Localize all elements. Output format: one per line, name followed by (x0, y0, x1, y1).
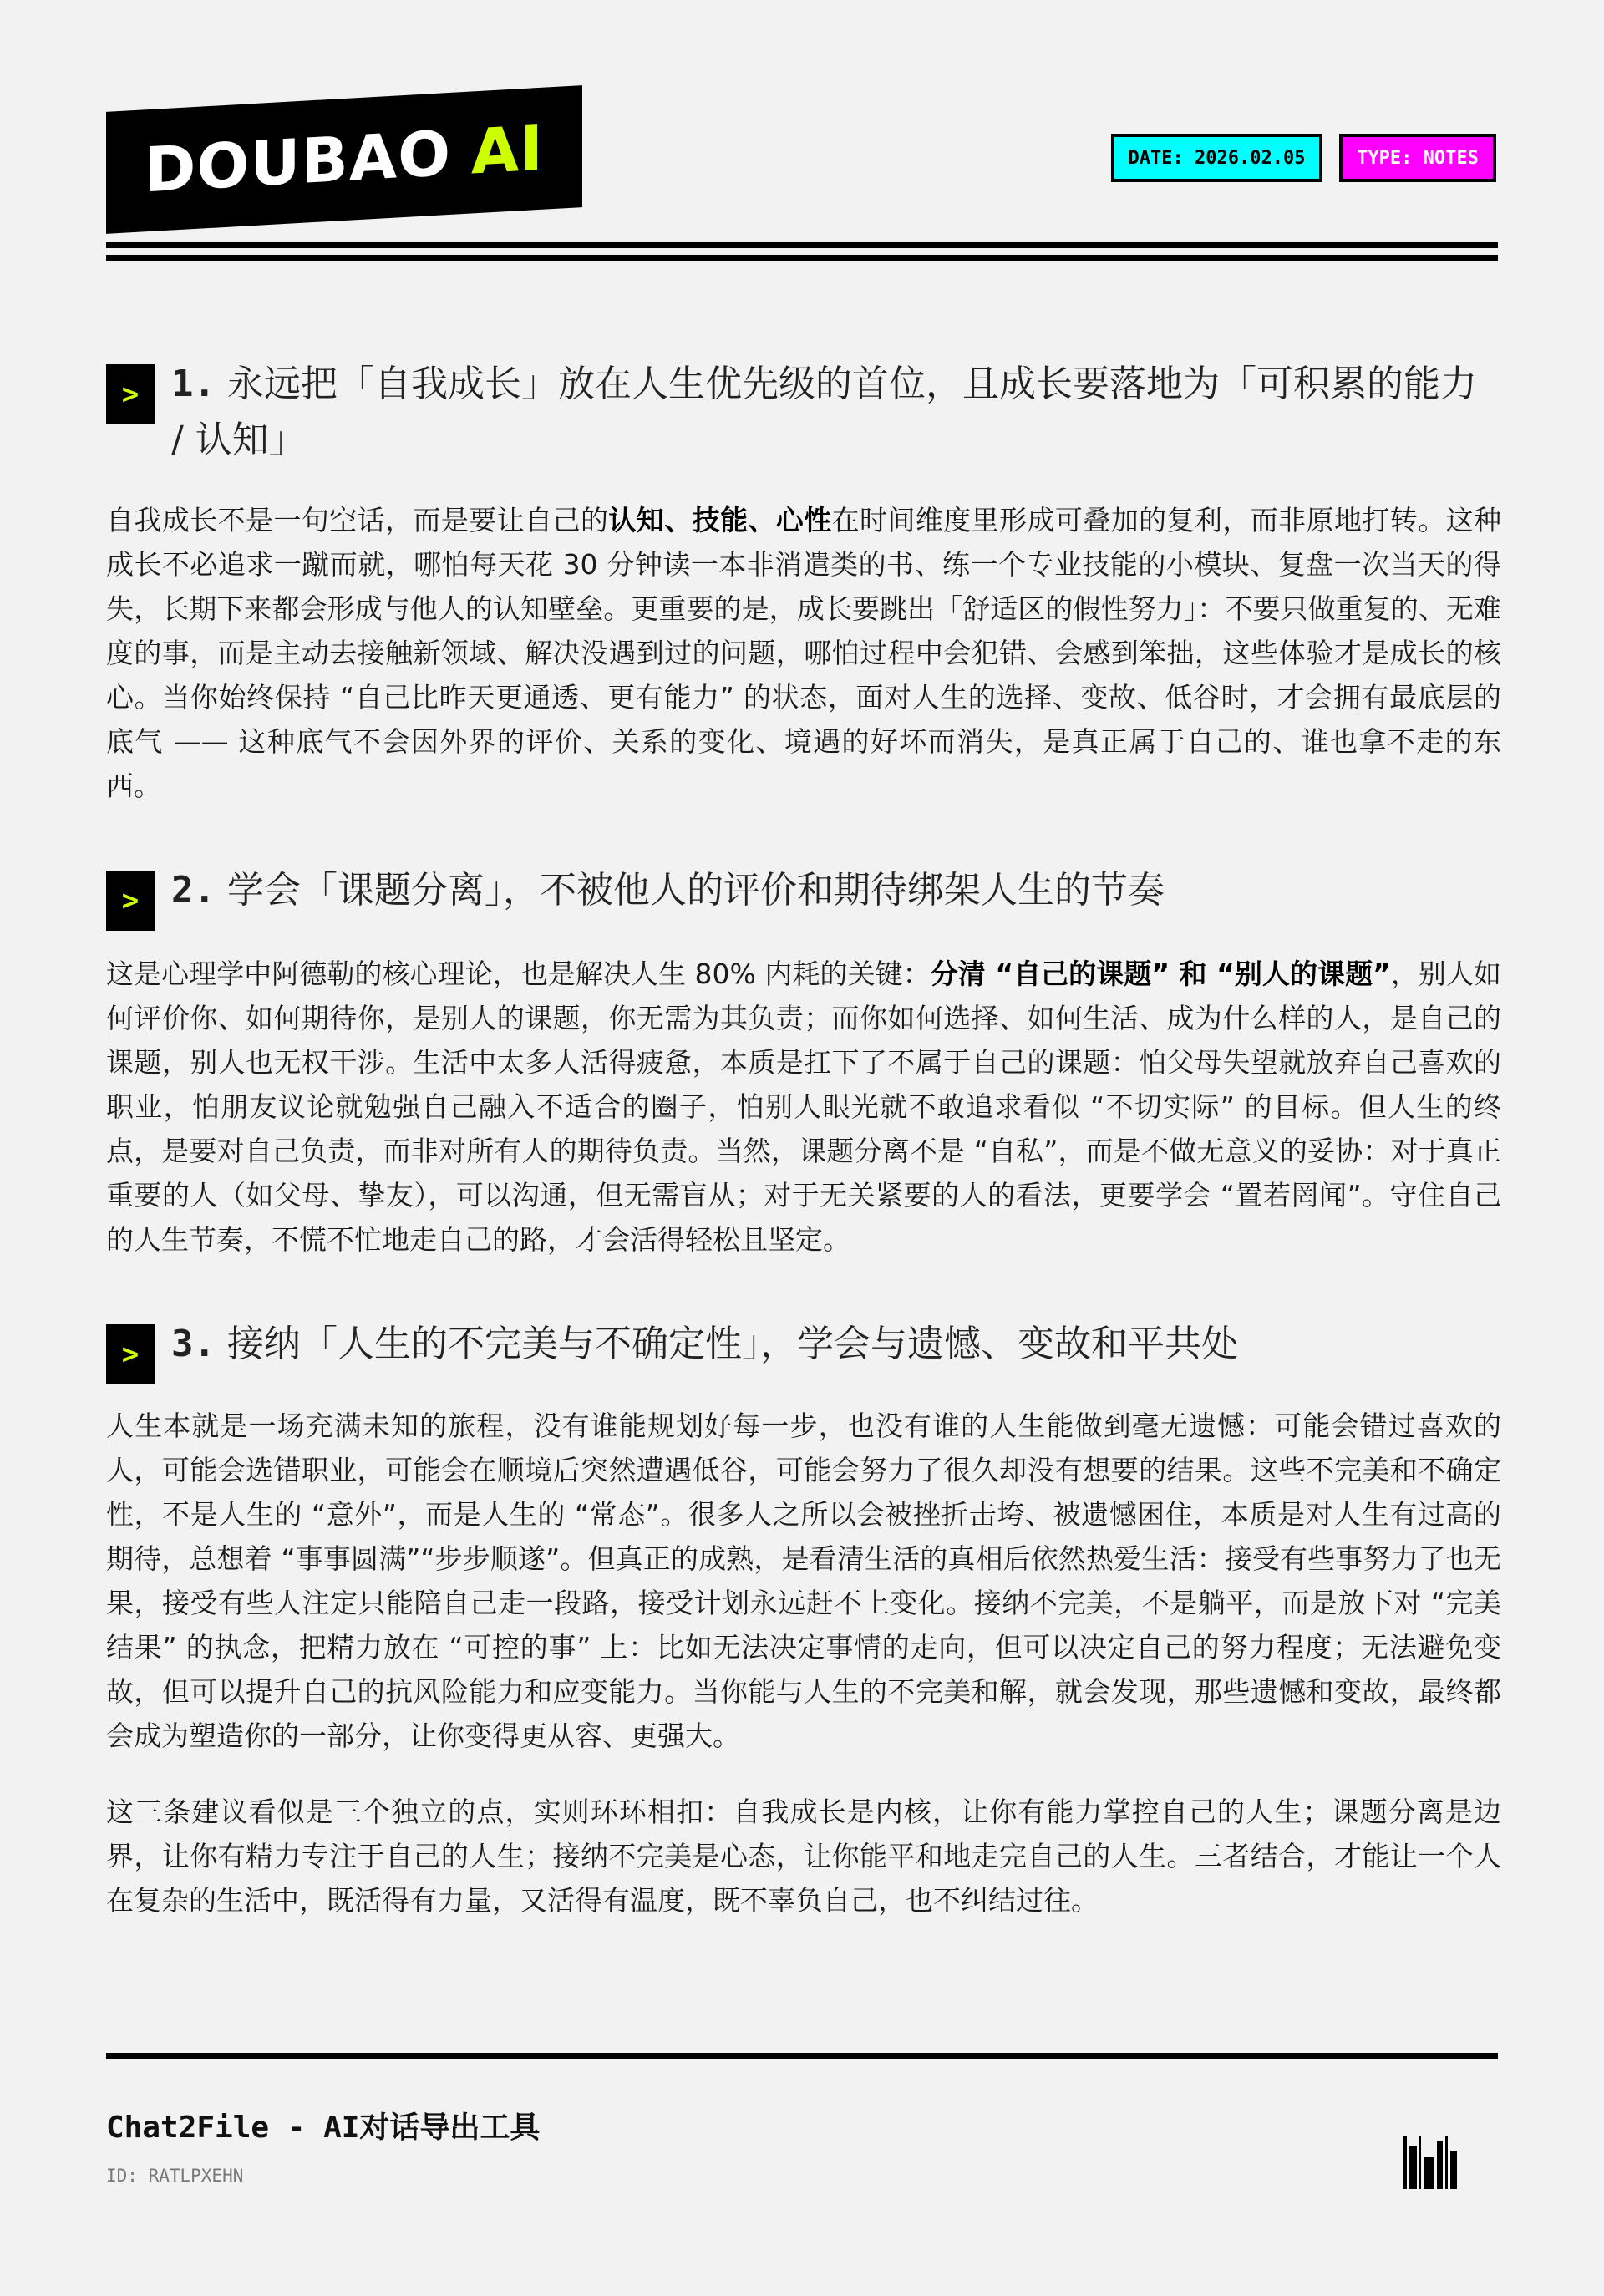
bold-text: 分清 “自己的课题” 和 “别人的课题” (930, 958, 1391, 990)
body-text: 人生本就是一场充满未知的旅程，没有谁能规划好每一步，也没有谁的人生能做到毫无遗憾：可能会错过喜欢的人，可能会选错职业，可能会在顺境后突然遭遇低谷，可能会努力了很久却没有想要的结果。这些不完美和不确定性，不是人生的 “意外”，而是人生的 “常态”。很多人之所以会被挫折击垮、被遗憾困住，本质是对人生有过高的期待，总想着 “事事圆满”“步步顺遂”。但真正的成熟，是看清生活的真相后依然热爱生活：接受有些事努力了也无果，接受有些人注定只能陪自己走一段路，接受计划永远赶不上变化。接纳不完美，不是躺平，而是放下对 “完美结果” 的执念，把精力放在 “可控的事” 上：比如无法决定事情的走向，但可以决定自己的努力程度；无法避免变故，但可以提升自己的抗风险能力和应变能力。当你能与人生的不完美和解，就会发现，那些遗憾和变故，最终都会成为塑造你的一部分，让你变得更从容、更强大。 (106, 1410, 1501, 1752)
section-number: 1. (171, 363, 216, 405)
footer-divider (106, 2053, 1498, 2059)
chevron-right-icon: > (106, 364, 155, 424)
section-title: 接纳「人生的不完美与不确定性」，学会与遗憾、变故和平共处 (226, 1323, 1238, 1365)
doubao-ai-logo (106, 85, 582, 234)
section-number: 2. (171, 869, 216, 912)
barcode-icon (1404, 2136, 1496, 2189)
section-number: 3. (171, 1323, 216, 1365)
header-divider-bottom (106, 255, 1498, 261)
chevron-right-icon: > (106, 871, 155, 931)
body-text: ，别人如何评价你、如何期待你，是别人的课题，你无需为其负责；而你如何选择、如何生活、成为什么样的人，是自己的课题，别人也无权干涉。生活中太多人活得疲惫，本质是扛下了不属于自己的课题：怕父母失望就放弃自己喜欢的职业，怕朋友议论就勉强自己融入不适合的圈子，怕别人眼光就不敢追求看似 “不切实际” 的目标。但人生的终点，是要对自己负责，而非对所有人的期待负责。当然，课题分离不是 “自私”，而是不做无意义的妥协：对于真正重要的人（如父母、挚友），可以沟通，但无需盲从；对于无关紧要的人的看法，更要学会 “置若罔闻”。守住自己的人生节奏，不慌不忙地走自己的路，才会活得轻松且坚定。 (106, 958, 1502, 1256)
header-divider-top (106, 242, 1498, 248)
body-text: 这是心理学中阿德勒的核心理论，也是解决人生 80% 内耗的关键： (106, 958, 931, 990)
section-1-heading (106, 356, 1498, 468)
section-1-body (106, 498, 1501, 808)
footer-title: Chat2File - AI对话导出工具 (106, 2111, 541, 2145)
section-2-body (106, 952, 1501, 1262)
section-title: 永远把「自我成长」放在人生优先级的首位，且成长要落地为「可积累的能力 / 认知」 (171, 363, 1477, 461)
body-text: 自我成长不是一句空话，而是要让自己的 (106, 504, 609, 536)
bold-text: 认知、技能、心性 (608, 504, 832, 536)
section-3-body (106, 1404, 1501, 1758)
document-id: ID: RATLPXEHN (106, 2166, 244, 2186)
date-badge: DATE: 2026.02.05 (1111, 134, 1322, 182)
section-3-heading (106, 1316, 1498, 1384)
logo-accent: AI (471, 112, 544, 189)
type-badge: TYPE: NOTES (1339, 134, 1496, 182)
body-text: 在时间维度里形成可叠加的复利，而非原地打转。这种成长不必追求一蹴而就，哪怕每天花 30 分钟读一本非消遣类的书、练一个专业技能的小模块、复盘一次当天的得失，长期下来都会形成与他人的认知壁垒。更重要的是，成长要跳出「舒适区的假性努力」：不要只做重复的、无难度的事，而是主动去接触新领域、解决没遇到过的问题，哪怕过程中会犯错、会感到笨拙，这些体验才是成长的核心。当你始终保持 “自己比昨天更通透、更有能力” 的状态，面对人生的选择、变故、低谷时，才会拥有最底层的底气 —— 这种底气不会因外界的评价、关系的变化、境遇的好坏而消失，是真正属于自己的、谁也拿不走的东西。 (106, 504, 1502, 802)
section-2-heading (106, 862, 1498, 931)
conclusion-paragraph: 这三条建议看似是三个独立的点，实则环环相扣：自我成长是内核，让你有能力掌控自己的人生；课题分离是边界，让你有精力专注于自己的人生；接纳不完美是心态，让你能平和地走完自己的人生。三者结合，才能让一个人在复杂的生活中，既活得有力量，又活得有温度，既不辜负自己，也不纠结过往。 (106, 1796, 1501, 1917)
logo-main: DOUBAO (145, 117, 452, 207)
section-title: 学会「课题分离」，不被他人的评价和期待绑架人生的节奏 (226, 869, 1165, 912)
chevron-right-icon: > (106, 1324, 155, 1384)
